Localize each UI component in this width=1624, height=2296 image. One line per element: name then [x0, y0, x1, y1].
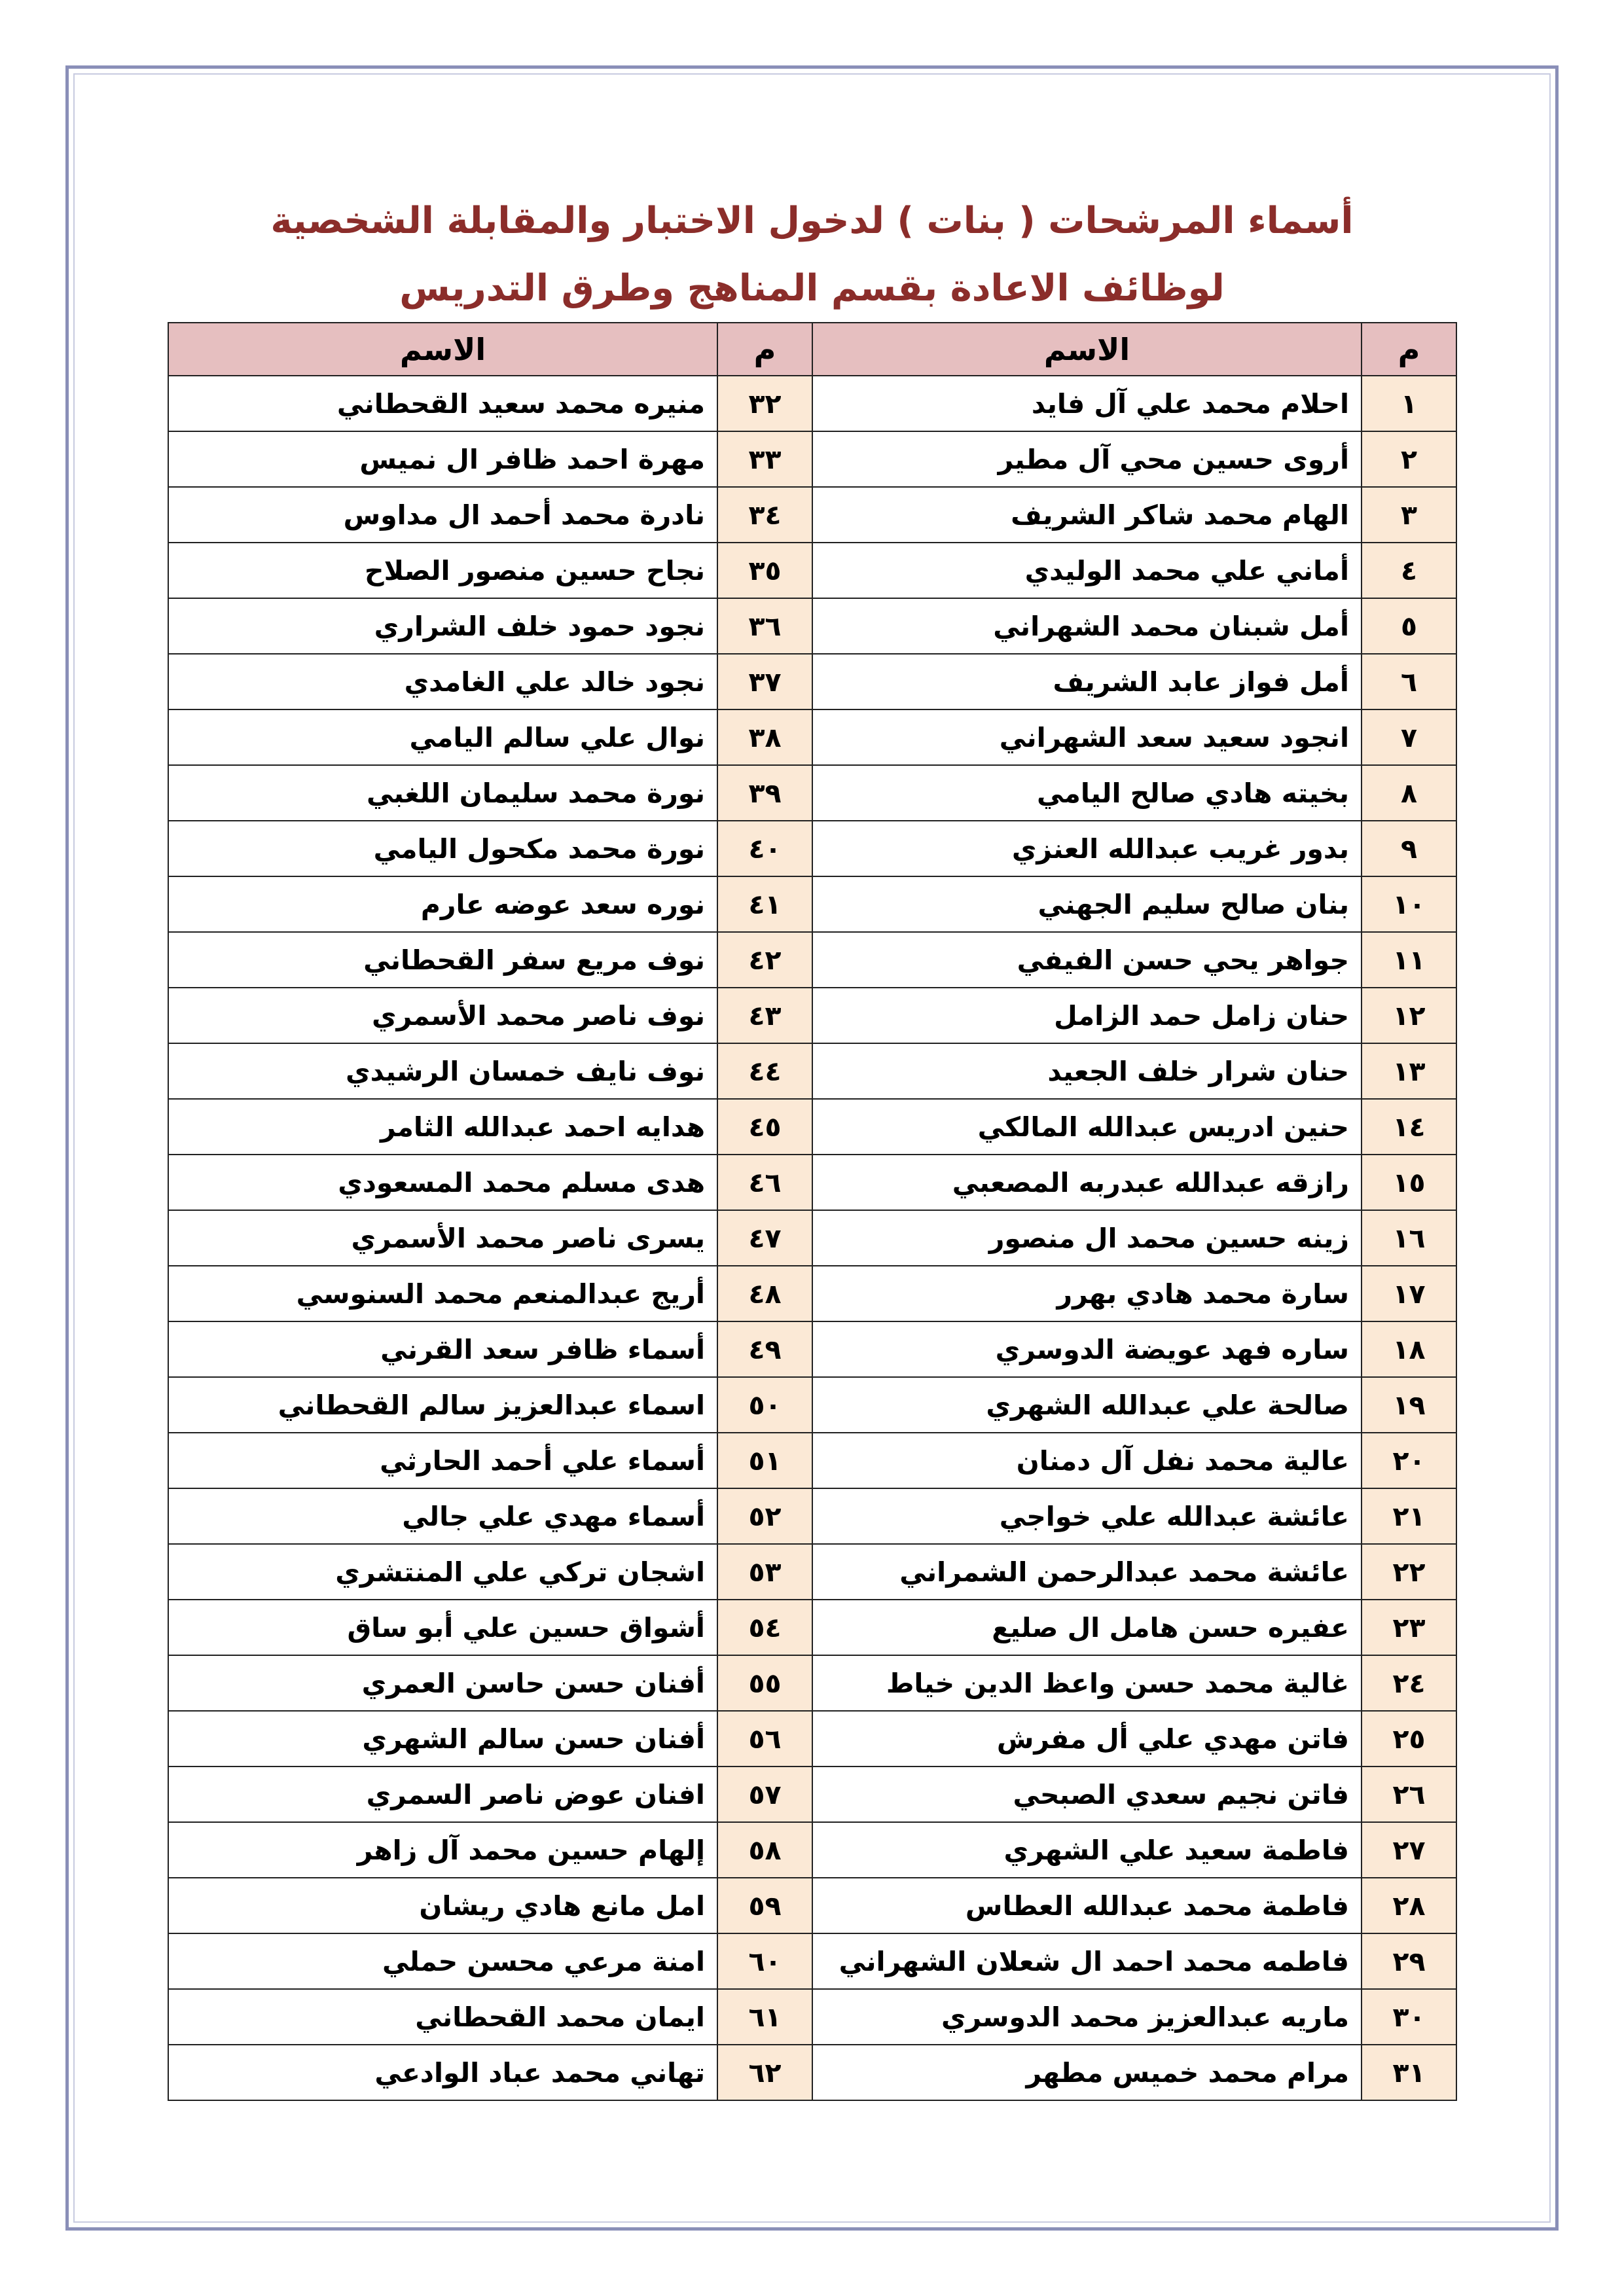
row-number: ٥٦ [717, 1711, 812, 1767]
candidate-name: عالية محمد نفل آل دمنان [812, 1433, 1362, 1488]
row-number: ٣٩ [717, 765, 812, 821]
row-number: ٤٠ [717, 821, 812, 876]
page-title: أسماء المرشحات ( بنات ) لدخول الاختبار والمقابلة الشخصية [270, 200, 1354, 242]
row-number: ٣١ [1362, 2045, 1456, 2100]
candidate-name: بنان صالح سليم الجهني [812, 876, 1362, 932]
row-number: ١٠ [1362, 876, 1456, 932]
candidate-name: أفنان حسن سالم الشهري [168, 1711, 717, 1767]
row-number: ٤٧ [717, 1210, 812, 1266]
page-subtitle: لوظائف الاعادة بقسم المناهج وطرق التدريس [399, 267, 1225, 310]
row-number: ٥٣ [717, 1544, 812, 1600]
row-number: ٢٣ [1362, 1600, 1456, 1655]
candidate-name: سارة محمد هادي بهرر [812, 1266, 1362, 1321]
table-row [168, 376, 1456, 431]
table-row [168, 1321, 1456, 1377]
candidate-name: أفنان حسن حاسن العمري [168, 1655, 717, 1711]
candidate-name: افنان عوض ناصر السمري [168, 1767, 717, 1822]
table-row [168, 1655, 1456, 1711]
candidate-name: امنة مرعي محسن حملي [168, 1933, 717, 1989]
candidate-name: أمل شبنان محمد الشهراني [812, 598, 1362, 654]
candidate-name: أشواق حسين علي أبو ساق [168, 1600, 717, 1655]
row-number: ٣٥ [717, 543, 812, 598]
row-number: ١٦ [1362, 1210, 1456, 1266]
row-number: ٦٠ [717, 1933, 812, 1989]
row-number: ٥٨ [717, 1822, 812, 1878]
candidate-name: فاطمه محمد احمد ال شعلان الشهراني [812, 1933, 1362, 1989]
row-number: ٤٥ [717, 1099, 812, 1155]
table-row [168, 1711, 1456, 1767]
candidate-name: انجود سعيد سعد الشهراني [812, 709, 1362, 765]
table-row [168, 1043, 1456, 1099]
row-number: ٥٩ [717, 1878, 812, 1933]
candidate-name: أماني علي محمد الوليدي [812, 543, 1362, 598]
candidate-name: نجود خالد علي الغامدي [168, 654, 717, 709]
row-number: ٢٤ [1362, 1655, 1456, 1711]
table-row [168, 765, 1456, 821]
row-number: ٣٠ [1362, 1989, 1456, 2045]
row-number: ٣٣ [717, 431, 812, 487]
candidate-name: هدايه احمد عبدالله الثامر [168, 1099, 717, 1155]
candidate-name: منيره محمد سعيد القحطاني [168, 376, 717, 431]
candidate-name: ماريه عبدالعزيز محمد الدوسري [812, 1989, 1362, 2045]
row-number: ٢٢ [1362, 1544, 1456, 1600]
candidate-name: عائشة عبدالله علي خواجي [812, 1488, 1362, 1544]
candidate-name: حنان شرار خلف الجعيد [812, 1043, 1362, 1099]
table-row [168, 654, 1456, 709]
row-number: ٨ [1362, 765, 1456, 821]
table-row [168, 1488, 1456, 1544]
table-row [168, 431, 1456, 487]
table-row [168, 1989, 1456, 2045]
candidate-name: هدى مسلم محمد المسعودي [168, 1155, 717, 1210]
row-number: ١٢ [1362, 988, 1456, 1043]
table-row [168, 932, 1456, 988]
row-number: ١٨ [1362, 1321, 1456, 1377]
header-num-right: م [1362, 323, 1456, 376]
row-number: ٥٧ [717, 1767, 812, 1822]
row-number: ٣٦ [717, 598, 812, 654]
table-row [168, 1377, 1456, 1433]
candidate-name: اشجان تركي علي المنتشري [168, 1544, 717, 1600]
row-number: ١٤ [1362, 1099, 1456, 1155]
candidate-name: حنين ادريس عبدالله المالكي [812, 1099, 1362, 1155]
table-row [168, 821, 1456, 876]
candidate-name: حنان زامل حمد الزامل [812, 988, 1362, 1043]
candidate-name: الهام محمد شاكر الشريف [812, 487, 1362, 543]
candidate-name: أروى حسين محي آل مطير [812, 431, 1362, 487]
row-number: ٢٨ [1362, 1878, 1456, 1933]
table-row [168, 1210, 1456, 1266]
table-row [168, 709, 1456, 765]
candidate-name: يسرى ناصر محمد الأسمري [168, 1210, 717, 1266]
header-name-left: الاسم [168, 323, 717, 376]
row-number: ١٥ [1362, 1155, 1456, 1210]
candidate-name: أسماء ظافر سعد القرني [168, 1321, 717, 1377]
table-row [168, 1600, 1456, 1655]
row-number: ١٩ [1362, 1377, 1456, 1433]
table-row [168, 1878, 1456, 1933]
row-number: ٤٢ [717, 932, 812, 988]
candidate-name: نجود حمود خلف الشراري [168, 598, 717, 654]
table-row [168, 1155, 1456, 1210]
candidate-name: اسماء عبدالعزيز سالم القحطاني [168, 1377, 717, 1433]
table-body [168, 376, 1456, 2100]
candidate-name: نوره سعد عوضه عارم [168, 876, 717, 932]
candidate-name: رازقه عبدالله عبدربه المصعبي [812, 1155, 1362, 1210]
table-row [168, 598, 1456, 654]
candidate-name: زينه حسين محمد ال منصور [812, 1210, 1362, 1266]
row-number: ٥٥ [717, 1655, 812, 1711]
table-row [168, 1822, 1456, 1878]
table-row [168, 2045, 1456, 2100]
candidates-table [168, 322, 1457, 2101]
candidate-name: إلهام حسين محمد آل زاهر [168, 1822, 717, 1878]
row-number: ٢٦ [1362, 1767, 1456, 1822]
row-number: ٤١ [717, 876, 812, 932]
row-number: ٣٤ [717, 487, 812, 543]
table-row [168, 1544, 1456, 1600]
table-row [168, 1933, 1456, 1989]
candidate-name: تهاني محمد عباد الوادعي [168, 2045, 717, 2100]
row-number: ٤٨ [717, 1266, 812, 1321]
table-row [168, 1767, 1456, 1822]
table-row [168, 543, 1456, 598]
row-number: ٦١ [717, 1989, 812, 2045]
candidate-name: عائشة محمد عبدالرحمن الشمراني [812, 1544, 1362, 1600]
table-row [168, 876, 1456, 932]
candidate-name: فاتن نجيم سعدي الصبحي [812, 1767, 1362, 1822]
candidate-name: أسماء مهدي علي جالي [168, 1488, 717, 1544]
candidate-name: نورة محمد سليمان اللغبي [168, 765, 717, 821]
row-number: ٥٢ [717, 1488, 812, 1544]
table-row [168, 1433, 1456, 1488]
candidate-name: مهرة احمد ظافر ال نميس [168, 431, 717, 487]
candidate-name: أريج عبدالمنعم محمد السنوسي [168, 1266, 717, 1321]
row-number: ٩ [1362, 821, 1456, 876]
candidate-name: فاطمة محمد عبدالله العطاس [812, 1878, 1362, 1933]
row-number: ٤٩ [717, 1321, 812, 1377]
row-number: ٢ [1362, 431, 1456, 487]
row-number: ١ [1362, 376, 1456, 431]
candidate-name: نورة محمد مكحول اليامي [168, 821, 717, 876]
candidate-name: نادرة محمد أحمد ال مداوس [168, 487, 717, 543]
row-number: ٥٠ [717, 1377, 812, 1433]
candidate-name: عفيره حسن هامل ال صليع [812, 1600, 1362, 1655]
row-number: ٣ [1362, 487, 1456, 543]
candidate-name: ساره فهد عويضة الدوسري [812, 1321, 1362, 1377]
table-header-row [168, 323, 1456, 376]
row-number: ١٧ [1362, 1266, 1456, 1321]
row-number: ١٣ [1362, 1043, 1456, 1099]
candidate-name: فاتن مهدي علي أل مفرش [812, 1711, 1362, 1767]
row-number: ٢٩ [1362, 1933, 1456, 1989]
header-name-right: الاسم [812, 323, 1362, 376]
candidate-name: صالحة علي عبدالله الشهري [812, 1377, 1362, 1433]
candidate-name: غالية محمد حسن واعظ الدين خياط [812, 1655, 1362, 1711]
candidate-name: احلام محمد علي آل فايد [812, 376, 1362, 431]
table-row [168, 1099, 1456, 1155]
header-num-left: م [717, 323, 812, 376]
candidate-name: فاطمة سعيد علي الشهري [812, 1822, 1362, 1878]
row-number: ٢١ [1362, 1488, 1456, 1544]
candidate-name: بخيته هادي صالح اليامي [812, 765, 1362, 821]
row-number: ١١ [1362, 932, 1456, 988]
row-number: ٤٣ [717, 988, 812, 1043]
row-number: ٥ [1362, 598, 1456, 654]
row-number: ٥٤ [717, 1600, 812, 1655]
row-number: ٢٧ [1362, 1822, 1456, 1878]
row-number: ٧ [1362, 709, 1456, 765]
candidate-name: نوال علي سالم اليامي [168, 709, 717, 765]
row-number: ٣٧ [717, 654, 812, 709]
table-row [168, 487, 1456, 543]
candidate-name: جواهر يحي حسن الفيفي [812, 932, 1362, 988]
row-number: ٤٤ [717, 1043, 812, 1099]
candidate-name: نجاح حسين منصور الصلاح [168, 543, 717, 598]
row-number: ٦ [1362, 654, 1456, 709]
table-row [168, 988, 1456, 1043]
row-number: ٤٦ [717, 1155, 812, 1210]
row-number: ٢٠ [1362, 1433, 1456, 1488]
candidate-name: أمل فواز عابد الشريف [812, 654, 1362, 709]
candidate-name: بدور غريب عبدالله العنزي [812, 821, 1362, 876]
row-number: ٥١ [717, 1433, 812, 1488]
table-row [168, 1266, 1456, 1321]
candidate-name: مرام محمد خميس مطهر [812, 2045, 1362, 2100]
row-number: ٤ [1362, 543, 1456, 598]
row-number: ٣٢ [717, 376, 812, 431]
candidate-name: امل مانع هادي ريشان [168, 1878, 717, 1933]
candidate-name: أسماء علي أحمد الحارثي [168, 1433, 717, 1488]
row-number: ٦٢ [717, 2045, 812, 2100]
candidate-name: نوف نايف خمسان الرشيدي [168, 1043, 717, 1099]
candidate-name: ايمان محمد القحطاني [168, 1989, 717, 2045]
row-number: ٢٥ [1362, 1711, 1456, 1767]
candidate-name: نوف مريع سفر القحطاني [168, 932, 717, 988]
candidate-name: نوف ناصر محمد الأسمري [168, 988, 717, 1043]
row-number: ٣٨ [717, 709, 812, 765]
